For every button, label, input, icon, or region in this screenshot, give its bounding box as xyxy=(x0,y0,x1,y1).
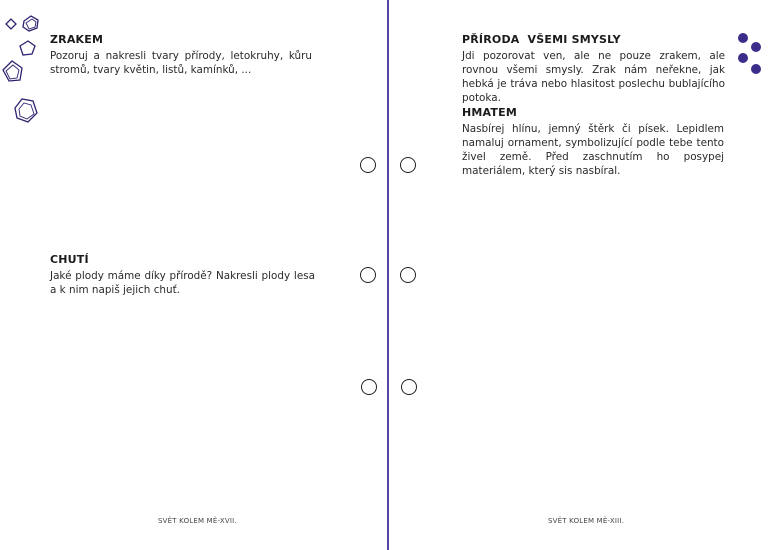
binder-hole-right-top xyxy=(400,157,416,173)
binder-hole-left-top xyxy=(360,157,376,173)
section-hmatem xyxy=(462,106,724,178)
section-text-chuti: Jaké plody máme díky přírodě? Nakresli plody lesa a k nim napiš jejich chuť. xyxy=(50,270,315,296)
decoration-dot xyxy=(738,33,748,43)
binder-hole-right-middle xyxy=(400,267,416,283)
decoration-dot xyxy=(751,64,761,74)
dot-cluster-decoration-icon xyxy=(736,31,766,77)
section-title-chuti: CHUTÍ xyxy=(50,253,89,266)
binder-hole-left-middle xyxy=(360,267,376,283)
decoration-dot xyxy=(751,42,761,52)
pebble-shapes-decoration-icon xyxy=(0,10,46,125)
book-spine xyxy=(387,0,389,550)
binder-hole-left-bottom xyxy=(361,379,377,395)
page-footer-right: SVĚT KOLEM MĚ-XIII. xyxy=(548,517,625,525)
binder-hole-right-bottom xyxy=(401,379,417,395)
section-priroda xyxy=(462,33,725,105)
section-text-zrakem: Pozoruj a nakresli tvary přírody, letokruhy, kůru stromů, tvary květin, listů, kamínků, ... xyxy=(50,50,312,76)
section-title-zrakem: ZRAKEM xyxy=(50,33,104,46)
section-chuti xyxy=(50,253,315,297)
section-text-priroda: Jdi pozorovat ven, ale ne pouze zrakem, ale rovnou všemi smysly. Zrak nám neřekne, jak hebká je tráva nebo hlasitost poslechu bublajícího potoka. xyxy=(462,50,725,104)
section-text-hmatem: Nasbírej hlínu, jemný štěrk či písek. Lepidlem namaluj ornament, symbolizující podle tebe tento živel země. Před zaschnutím ho posypej materiálem, který sis nasbíral. xyxy=(462,123,724,177)
section-title-priroda: PŘÍRODA VŠEMI SMYSLY xyxy=(462,33,621,46)
page-footer-left: SVĚT KOLEM MĚ-XVII. xyxy=(158,517,237,525)
decoration-dot xyxy=(738,53,748,63)
section-title-hmatem: HMATEM xyxy=(462,106,517,119)
section-zrakem xyxy=(50,33,312,77)
